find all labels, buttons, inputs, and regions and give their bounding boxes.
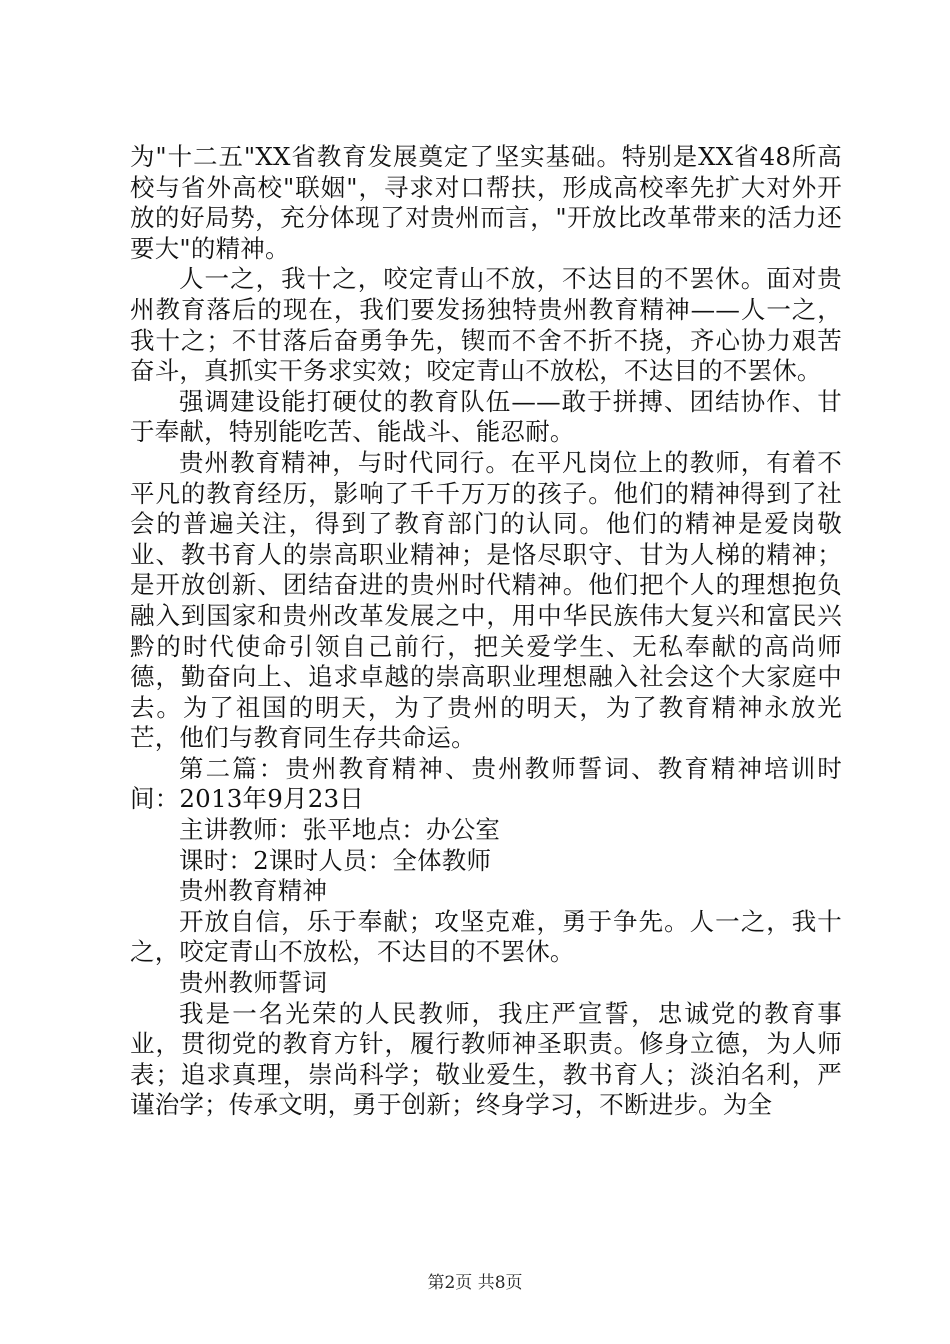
paragraph-1: 为"十二五"XX省教育发展奠定了坚实基础。特别是XX省48所高校与省外高校"联姻"，寻求对口帮扶，形成高校率先扩大对外开放的好局势，充分体现了对贵州而言，"开放比改革带来的活力还要大"的精神。 <box>130 142 842 263</box>
paragraph-3: 强调建设能打硬仗的教育队伍——敢于拼搏、团结协作、甘于奉献，特别能吃苦、能战斗、能忍耐。 <box>130 386 842 447</box>
paragraph-4: 贵州教育精神，与时代同行。在平凡岗位上的教师，有着不平凡的教育经历，影响了千千万万的孩子。他们的精神得到了社会的普遍关注，得到了教育部门的认同。他们的精神是爱岗敬业、教书育人的崇高职业精神；是恪尽职守、甘为人梯的精神；是开放创新、团结奋进的贵州时代精神。他们把个人的理想抱负融入到国家和贵州改革发展之中，用中华民族伟大复兴和富民兴黔的时代使命引领自己前行，把关爱学生、无私奉献的高尚师德，勤奋向上、追求卓越的崇高职业理想融入社会这个大家庭中去。为了祖国的明天，为了贵州的明天，为了教育精神永放光芒，他们与教育同生存共命运。 <box>130 447 842 753</box>
education-spirit-text: 开放自信，乐于奉献；攻坚克难，勇于争先。人一之，我十之，咬定青山不放松，不达目的不罢休。 <box>130 906 842 967</box>
lecturer-location-line: 主讲教师：张平地点：办公室 <box>179 815 501 845</box>
hours-attendees-line: 课时：2课时人员：全体教师 <box>179 845 492 875</box>
document-body <box>130 142 842 1121</box>
page-number-footer: 第2页 共8页 <box>427 1273 523 1293</box>
subheading-teacher-oath: 贵州教师誓词 <box>179 968 328 998</box>
teacher-oath-text: 我是一名光荣的人民教师，我庄严宣誓，忠诚党的教育事业，贯彻党的教育方针，履行教师神圣职责。修身立德，为人师表；追求真理，崇尚科学；敬业爱生，教书育人；淡泊名利，严谨治学；传承文明，勇于创新；终身学习，不断进步。为全 <box>130 998 842 1120</box>
section-heading-part-two: 第二篇：贵州教育精神、贵州教师誓词、教育精神培训时间：2013年9月23日 <box>130 753 842 814</box>
subheading-education-spirit: 贵州教育精神 <box>179 876 328 906</box>
paragraph-2: 人一之，我十之，咬定青山不放，不达目的不罢休。面对贵州教育落后的现在，我们要发扬独特贵州教育精神——人一之，我十之；不甘落后奋勇争先，锲而不舍不折不挠，齐心协力艰苦奋斗，真抓实干务求实效；咬定青山不放松，不达目的不罢休。 <box>130 264 842 386</box>
